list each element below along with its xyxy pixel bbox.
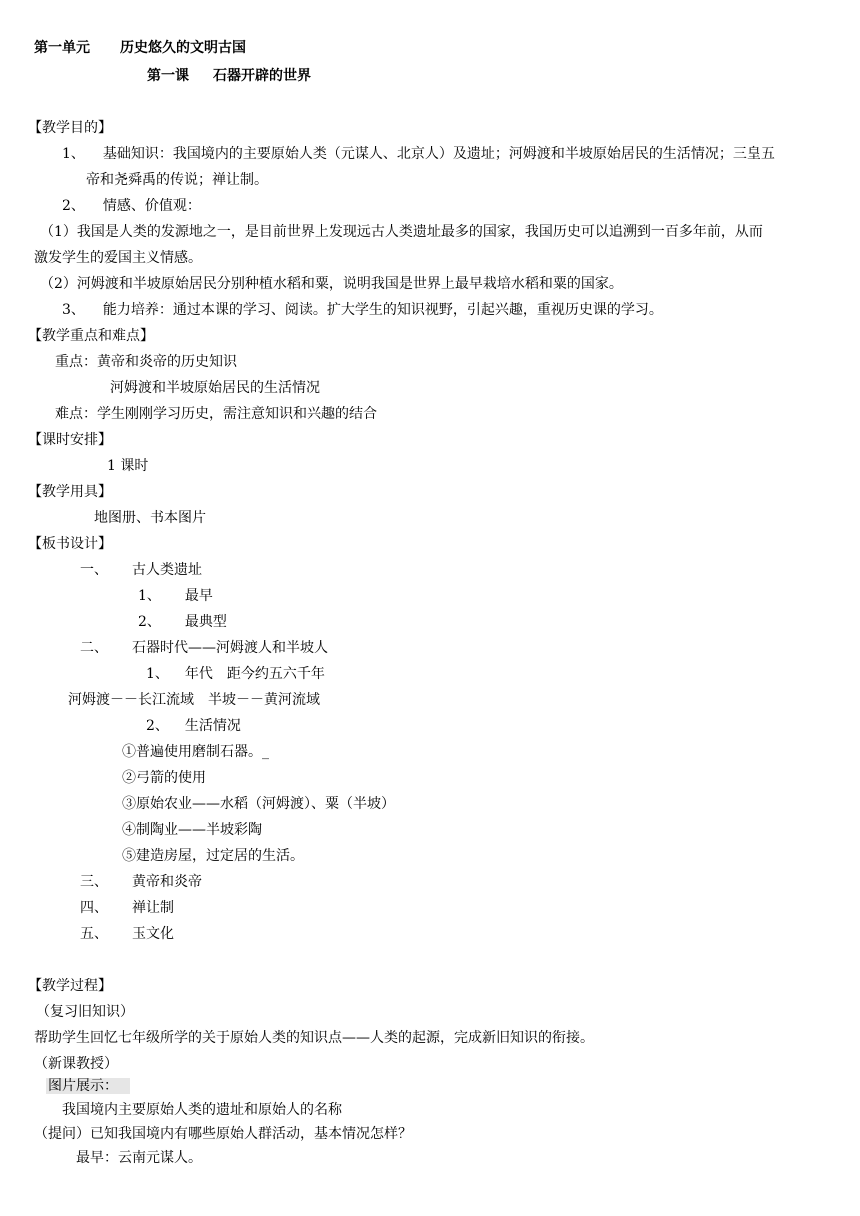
board-section-2-text: 石器时代——河姆渡人和半坡人	[132, 640, 328, 656]
board-section-1b	[138, 612, 227, 632]
life-item-3: ③原始农业——水稻（河姆渡）、粟（半坡）	[122, 796, 395, 812]
objective-2-num: 2、	[62, 198, 85, 214]
life-item-2: ②弓箭的使用	[122, 770, 206, 786]
key-point-1: 重点：黄帝和炎帝的历史知识	[55, 354, 237, 370]
board-section-1b-text: 最典型	[184, 614, 227, 630]
board-section-4-text: 禅让制	[132, 900, 174, 916]
board-section-2a-extra: 距今约五六千年	[226, 666, 325, 682]
objective-1-text: 基础知识：我国境内的主要原始人类（元谋人、北京人）及遗址；河姆渡和半坡原始居民的生活情况；三皇五	[102, 146, 775, 162]
difficult-point: 难点：学生刚刚学习历史，需注意知识和兴趣的结合	[55, 406, 377, 422]
board-section-2b-text: 生活情况	[184, 718, 241, 734]
objective-3-num: 3、	[62, 302, 85, 318]
objective-2a-cont: 激发学生的爱国主义情感。	[34, 250, 202, 266]
review-text: 帮助学生回忆七年级所学的关于原始人类的知识点——人类的起源，完成新旧知识的衔接。	[34, 1030, 594, 1046]
schedule-heading: 【课时安排】	[28, 432, 112, 448]
life-item-1: ①普遍使用磨制石器。_	[122, 744, 269, 760]
board-section-2-num: 二、	[80, 640, 108, 656]
picture-description: 我国境内主要原始人类的遗址和原始人的名称	[62, 1102, 342, 1118]
board-section-3-num: 三、	[80, 874, 108, 890]
board-section-2b	[146, 716, 241, 736]
lesson-label: 第一课	[147, 68, 189, 84]
answer: 最早：云南元谋人。	[76, 1150, 202, 1166]
board-section-5	[80, 924, 174, 944]
board-section-1b-num: 2、	[138, 614, 161, 630]
objective-1-cont: 帝和尧舜禹的传说；禅让制。	[86, 172, 268, 188]
tools-heading: 【教学用具】	[28, 484, 112, 500]
key-points-heading: 【教学重点和难点】	[28, 328, 154, 344]
board-heading: 【板书设计】	[28, 536, 112, 552]
key-point-2: 河姆渡和半坡原始居民的生活情况	[110, 380, 320, 396]
tools-value: 地图册、书本图片	[94, 510, 206, 526]
unit-label: 第一单元	[34, 40, 90, 56]
board-section-1a-num: 1、	[138, 588, 161, 604]
life-item-4: ④制陶业——半坡彩陶	[122, 822, 262, 838]
board-section-2b-num: 2、	[146, 718, 169, 734]
lesson-name: 石器开辟的世界	[213, 68, 311, 84]
objectives-heading: 【教学目的】	[28, 120, 112, 136]
board-section-5-num: 五、	[80, 926, 108, 942]
board-section-4-num: 四、	[80, 900, 108, 916]
board-section-2a	[146, 664, 325, 684]
objective-2b: （2）河姆渡和半坡原始居民分别种植水稻和粟，说明我国是世界上最早栽培水稻和粟的国家。	[40, 276, 623, 292]
board-section-2a-note: 河姆渡－－长江流域 半坡－－黄河流域	[68, 692, 320, 708]
schedule-value: 1 课时	[107, 458, 149, 474]
board-section-3-text: 黄帝和炎帝	[132, 874, 202, 890]
picture-label-text: 图片展示：	[46, 1078, 130, 1094]
unit-title	[34, 38, 246, 58]
new-lesson-label: （新课教授）	[34, 1056, 118, 1072]
objective-1	[62, 144, 775, 164]
objective-1-num: 1、	[62, 146, 85, 162]
unit-name: 历史悠久的文明古国	[120, 40, 246, 56]
objective-3	[62, 300, 663, 320]
board-section-3	[80, 872, 202, 892]
board-section-4	[80, 898, 174, 918]
objective-3-text: 能力培养：通过本课的学习、阅读。扩大学生的知识视野，引起兴趣，重视历史课的学习。	[102, 302, 663, 318]
board-section-2	[80, 638, 328, 658]
picture-label	[46, 1076, 130, 1096]
board-section-1-text: 古人类遗址	[132, 562, 202, 578]
objective-2	[62, 196, 201, 216]
board-section-1a-text: 最早	[184, 588, 213, 604]
board-section-5-text: 玉文化	[132, 926, 174, 942]
process-heading: 【教学过程】	[28, 978, 112, 994]
board-section-1a	[138, 586, 213, 606]
board-section-2a-num: 1、	[146, 666, 169, 682]
life-item-5: ⑤建造房屋，过定居的生活。	[122, 848, 304, 864]
objective-2a: （1）我国是人类的发源地之一，是目前世界上发现远古人类遗址最多的国家，我国历史可以追溯到一百多年前，从而	[40, 224, 763, 240]
question: （提问）已知我国境内有哪些原始人群活动，基本情况怎样？	[34, 1126, 412, 1142]
lesson-title	[147, 66, 311, 86]
objective-2-text: 情感、价值观：	[102, 198, 201, 214]
review-label: （复习旧知识）	[36, 1004, 134, 1020]
board-section-2a-text: 年代	[184, 666, 213, 682]
board-section-1-num: 一、	[80, 562, 108, 578]
board-section-1	[80, 560, 202, 580]
